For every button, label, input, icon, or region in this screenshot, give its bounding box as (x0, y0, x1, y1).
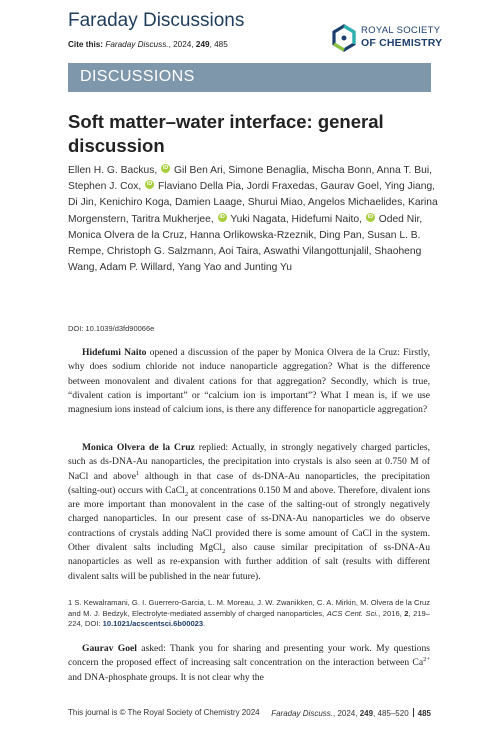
subscript: 2 (222, 547, 226, 555)
speaker-name: Hidefumi Naito (82, 347, 147, 358)
footer-divider (413, 708, 414, 717)
orcid-icon[interactable]: iD (219, 213, 225, 220)
paragraph-text: and DNA-phosphate groups. It is not clear why the (68, 671, 264, 683)
discussion-paragraph (68, 346, 430, 417)
orcid-icon[interactable]: iD (367, 213, 374, 220)
reference-end: . (203, 619, 206, 629)
orcid-icon[interactable]: iD (162, 165, 169, 171)
authors-part-2: Gil Ben Ari, Simone Benaglia, Mischa Bonn, Anna T. Bui, Stephen J. Cox, (68, 165, 432, 193)
paragraph-text: although in that case of ds-DNA-Au nanoparticles, the precipitation (salting-out) occurs with CaCl (68, 470, 430, 496)
article-doi[interactable]: DOI: 10.1039/d3fd90066e (68, 324, 155, 333)
footer-volume: 249 (359, 709, 374, 718)
cite-journal: Faraday Discuss. (105, 40, 169, 49)
paragraph-text: asked: Thank you for sharing and presenting your work. My questions concern the proposed effect of increasing salt concentration on the interaction between Ca (68, 643, 430, 669)
subscript: 2 (184, 490, 189, 498)
cite-line (68, 40, 228, 49)
paragraph-text: at concentrations 0.150 M and above. Therefore, divalent ions are more important than monovalent in the case of the salting-out of strongly negatively charged nanoparticles. In our present case of ss-DNA-Au nanoparticles we do observe contractions of crystals adding NaCl provided there is some amount of CaCl in the system. Other divalent salts including MgCl (68, 484, 431, 554)
journal-title: Faraday Discussions (68, 10, 245, 31)
footer-pages: , 485–520 (373, 709, 409, 718)
reference-citation[interactable]: 1 (136, 469, 140, 477)
speaker-name: Monica Olvera de la Cruz (82, 442, 195, 453)
section-banner (68, 63, 431, 92)
cite-page: , 485 (209, 40, 228, 49)
page-footer (68, 708, 431, 717)
superscript: 2+ (423, 656, 430, 664)
orcid-icon[interactable]: iD (146, 181, 153, 188)
discussion-paragraph (68, 642, 430, 685)
cite-volume: 249 (195, 40, 210, 49)
reference-volume: 2 (404, 608, 409, 618)
article-title: Soft matter–water interface: general discussion (68, 111, 384, 156)
reference-text: 1 S. Kewalramani, G. I. Guerrero-Garcia, L. M. Moreau, J. W. Zwanikken, C. A. Mirkin, M. Olvera de la Cruz and M. J. Bedzyk, Electrolyte-mediated assembly of charged nanoparticles, (68, 598, 430, 618)
reference-entry (68, 598, 430, 630)
reference-year: , 2016, (378, 608, 405, 618)
publisher-line-1: ROYAL SOCIETY (361, 25, 441, 36)
publisher-line-2: OF CHEMISTRY (361, 37, 443, 49)
footer-copyright: This journal is © The Royal Society of Chemistry 2024 (68, 708, 260, 717)
paragraph-text: opened a discussion of the paper by Monica Olvera de la Cruz: Firstly, why does sodium chloride not induce nanoparticle aggregation? What is the difference between monovalent and divalent cations for that aggregation? Secondly, which is true, “divalent cation is important” or “calcium ion is important”? What I mean is, if we use magnesium ions instead of calcium ions, is there any difference for nanoparticle aggregation? (68, 347, 430, 416)
author-list (68, 163, 438, 276)
paragraph-text: also cause similar precipitation of ss-DNA-Au nanoparticles as well as re-expansion with further addition of salt (results with different divalent salts will be published in the near future). (68, 542, 430, 582)
reference-journal: ACS Cent. Sci. (326, 608, 379, 618)
reference-pages: , 219–224, DOI: (68, 608, 430, 629)
paragraph-text: replied: Actually, in strongly negatively charged particles, such as ds-DNA-Au nanoparticles, the precipitation into crystals is also seen at 0.750 M of NaCl and above (68, 442, 430, 482)
section-banner-label: DISCUSSIONS (80, 68, 195, 85)
authors-part-3: Flaviano Della Pia, Jordi Fraxedas, Gaurav Goel, Ying Jiang, Di Jin, Kenichiro Koga, Damien Laage, Shurui Miao, Angelos Michaelides, Karina Morgenstern, Taritra Mukherjee, (68, 181, 438, 225)
footer-citation (271, 708, 431, 718)
cite-prefix: Cite this: (68, 40, 106, 49)
discussion-paragraph (68, 441, 430, 584)
page-number: 485 (417, 709, 431, 718)
cite-year: , 2024, (168, 40, 196, 49)
authors-part-1: Ellen H. G. Backus, (68, 165, 158, 176)
footer-journal: Faraday Discuss. (271, 709, 333, 718)
authors-part-5: Oded Nir, Monica Olvera de la Cruz, Hanna Orlikowska-Rzeznik, Ding Pan, Susan L. B. Rempe, Christoph G. Salzmann, Aoi Taira, Aswathi Vilangottunjalil, Shaoheng Wang, Adam P. Willard, Yang Yao and Junting Yu (68, 213, 423, 274)
speaker-name: Gaurav Goel (82, 643, 137, 654)
publisher-name (361, 25, 442, 49)
footer-year: , 2024, (333, 709, 360, 718)
reference-doi-link[interactable]: 10.1021/acscentsci.6b00023 (102, 619, 204, 629)
authors-part-4: Yuki Nagata, Hidefumi Naito, (230, 213, 362, 225)
